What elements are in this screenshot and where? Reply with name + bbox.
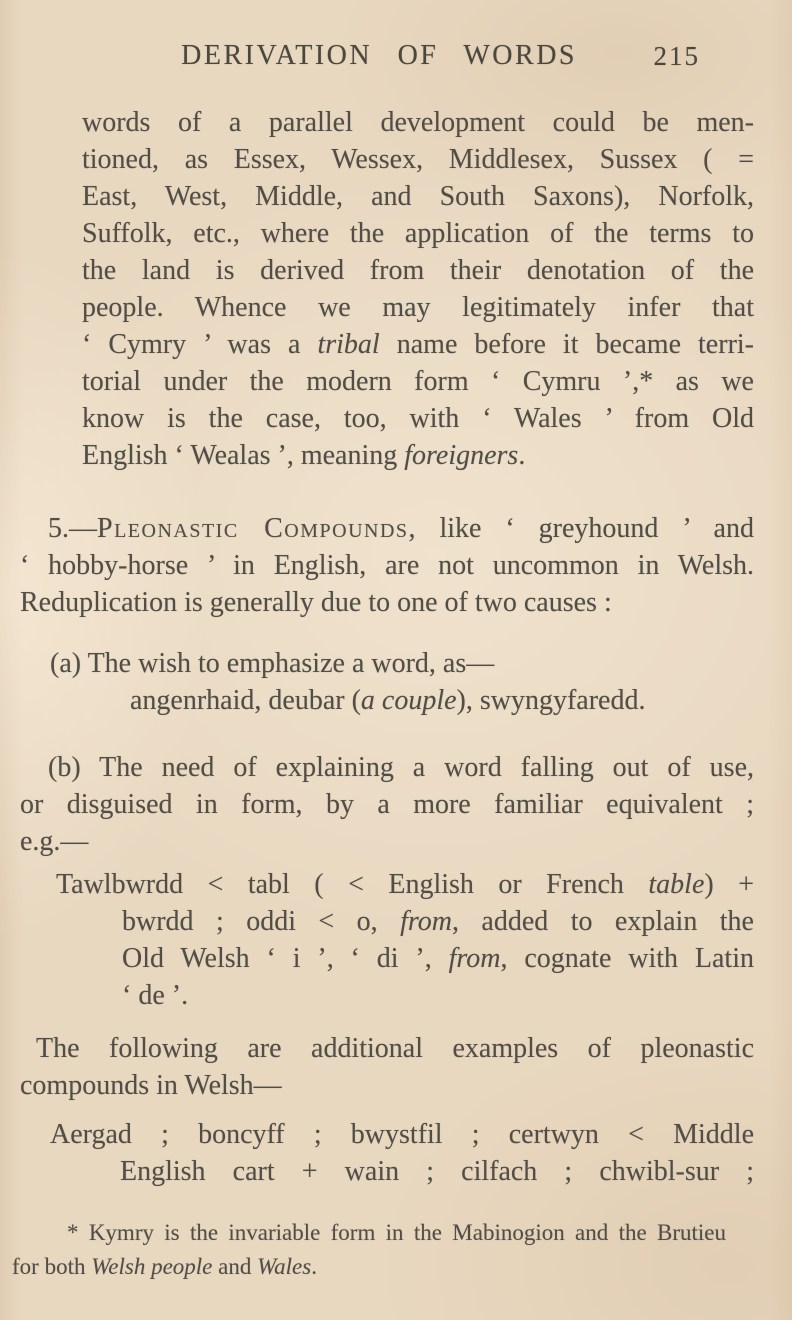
text-line	[82, 178, 754, 215]
text-line	[56, 866, 754, 903]
text-line	[120, 1153, 754, 1190]
text-run: ‘ hobby-horse ’ in English, are not uncommon in Welsh.	[20, 550, 754, 581]
text-line	[20, 749, 754, 786]
text-line	[82, 215, 754, 252]
text-run: (a) The wish to emphasize a word, as—	[50, 648, 495, 679]
paragraph-following-examples	[20, 1030, 754, 1104]
italic-text-run: Wales	[257, 1254, 312, 1279]
smallcaps-text-run: Pleonastic Compounds	[97, 513, 409, 544]
italic-text-run: from	[400, 906, 452, 937]
text-line	[50, 645, 754, 682]
text-run: , added to explain the	[451, 906, 754, 937]
text-run: English ‘ Wealas ’, meaning	[82, 440, 405, 471]
text-line	[82, 252, 754, 289]
text-run: Tawlbwrdd < tabl ( < English or French	[56, 869, 649, 900]
text-line	[20, 547, 754, 584]
text-line	[20, 510, 754, 547]
text-run: angenrhaid, deubar (	[130, 685, 361, 716]
text-run: name before it became terri-	[379, 329, 754, 360]
text-run: Reduplication is generally due to one of two causes :	[20, 587, 612, 618]
page-number: 215	[653, 41, 700, 71]
text-line	[82, 289, 754, 326]
text-run: the land is derived from their denotation of the	[82, 255, 754, 286]
footnote	[12, 1216, 726, 1284]
text-run: 5.—	[48, 513, 97, 544]
text-run: words of a parallel development could be men-	[82, 107, 754, 138]
text-line	[82, 326, 754, 363]
text-run: compounds in Welsh—	[20, 1070, 282, 1101]
text-run: ), swyngyfaredd.	[456, 685, 646, 716]
text-line	[20, 584, 754, 621]
text-line	[82, 437, 754, 474]
text-line	[50, 1116, 754, 1153]
text-run: tioned, as Essex, Wessex, Middlesex, Sussex ( =	[82, 144, 754, 175]
text-run: ‘ Cymry ’ was a	[82, 329, 318, 360]
text-line	[122, 903, 754, 940]
text-run: Aergad ; boncyff ; bwystfil ; certwyn < Middle	[50, 1119, 754, 1150]
example-word-list	[20, 1116, 754, 1190]
italic-text-run: Welsh people	[91, 1254, 213, 1279]
text-line	[20, 786, 754, 823]
text-run: The following are additional examples of pleonastic	[36, 1033, 754, 1064]
text-run: Old Welsh ‘ i ’, ‘ di ’,	[122, 943, 449, 974]
list-item-b	[20, 749, 754, 860]
text-line	[82, 400, 754, 437]
text-run: bwrdd ; oddi < o,	[122, 906, 401, 937]
paragraph-section-5-pleonastic-compounds	[20, 510, 754, 621]
text-line	[20, 1030, 754, 1067]
text-run: torial under the modern form ‘ Cymru ’,* as we	[82, 366, 754, 397]
text-run: ) +	[704, 869, 754, 900]
text-line	[122, 940, 754, 977]
italic-text-run: a couple	[360, 685, 457, 716]
paragraph-continuation	[82, 104, 754, 474]
text-line	[82, 104, 754, 141]
page-title: DERIVATION OF WORDS	[181, 40, 577, 71]
example-tawlbwrdd	[20, 866, 754, 1014]
italic-text-run: table	[648, 869, 705, 900]
text-run: .	[311, 1254, 317, 1279]
text-line	[82, 141, 754, 178]
text-run: for both	[12, 1254, 92, 1279]
text-line	[12, 1250, 726, 1284]
text-run: people. Whence we may legitimately infer that	[82, 292, 754, 323]
text-run: East, West, Middle, and South Saxons), Norfolk,	[82, 181, 754, 212]
text-run: know is the case, too, with ‘ Wales ’ from Old	[82, 403, 754, 434]
text-run: or disguised in form, by a more familiar equivalent ;	[20, 789, 754, 820]
text-line	[20, 823, 754, 860]
italic-text-run: tribal	[317, 329, 380, 360]
text-line	[20, 1067, 754, 1104]
running-head	[20, 40, 754, 82]
text-run: and	[212, 1254, 258, 1279]
text-run: (b) The need of explaining a word falling out of use,	[48, 752, 754, 783]
text-run: Suffolk, etc., where the application of the terms to	[82, 218, 754, 249]
text-run: * Kymry is the invariable form in the Mabinogion and the Brutieu	[67, 1220, 726, 1245]
text-line	[122, 977, 754, 1014]
list-item-a	[20, 645, 754, 719]
italic-text-run: foreigners	[404, 440, 519, 471]
text-run: , cognate with Latin	[500, 943, 754, 974]
text-run: e.g.—	[20, 826, 89, 857]
text-line	[82, 363, 754, 400]
text-run: ‘ de ’.	[122, 980, 189, 1011]
text-line	[130, 682, 754, 719]
text-run: English cart + wain ; cilfach ; chwibl-sur ;	[120, 1156, 754, 1187]
text-line	[12, 1216, 726, 1250]
italic-text-run: from	[448, 943, 501, 974]
page-body	[20, 104, 754, 1190]
text-run: , like ‘ greyhound ’ and	[408, 513, 754, 544]
text-run: .	[518, 440, 526, 471]
